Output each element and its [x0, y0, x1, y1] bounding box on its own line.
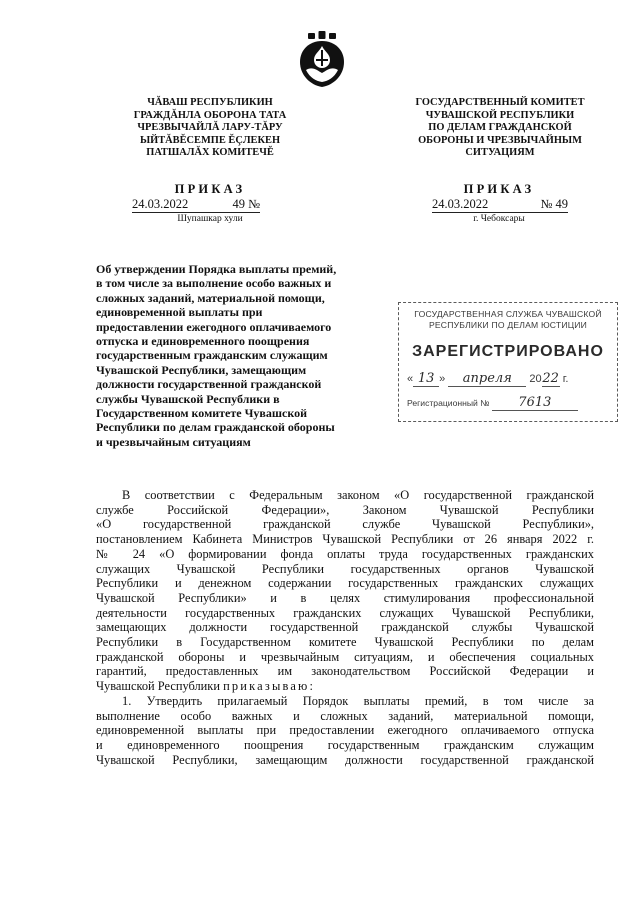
stamp-date-row: « 13 » апреля 2022 г.: [407, 371, 569, 386]
stamp-line: ГОСУДАРСТВЕННАЯ СЛУЖБА ЧУВАШСКОЙ: [414, 309, 602, 319]
order-date-left: 24.03.2022: [132, 197, 189, 211]
header-left-line: ЫЙТĂВĔСЕМПЕ ĔÇЛЕКЕН: [139, 134, 281, 146]
header-right-line: ПО ДЕЛАМ ГРАЖДАНСКОЙ: [428, 122, 572, 134]
title-line: [96, 435, 379, 449]
stamp-line: РЕСПУБЛИКИ ПО ДЕЛАМ ЮСТИЦИИ: [428, 320, 588, 331]
document-title: [96, 262, 379, 449]
header-left-line: ЧРЕЗВЫЧАЙЛĂ ЛАРУ-ТĂРУ: [137, 122, 283, 134]
header-right-line: ЧУВАШСКОЙ РЕСПУБЛИКИ: [425, 109, 575, 121]
body-text: [96, 488, 594, 767]
stamp-year-abbr: г.: [562, 373, 569, 385]
point1-line: единовременной выплаты при предоставлении ежегодного оплачиваемого отпуска: [96, 723, 594, 738]
title-text: и чрезвычайным ситуациям: [96, 434, 251, 449]
registration-stamp: [398, 302, 618, 422]
title-text: должности государственной гражданской: [96, 377, 322, 392]
title-line: [96, 291, 379, 305]
body-line: В соответствии с Федеральным законом «О государственной гражданской: [122, 488, 594, 502]
header-left-line: ПАТШАЛĂХ КОМИТЕЧĔ: [146, 147, 274, 159]
point1-line: и единовременного поощрения государственным гражданским служащим: [96, 737, 594, 752]
header-right-line: СИТУАЦИЯМ: [465, 147, 535, 159]
body-line: «О государственной гражданской службе Чувашской Республики»,: [96, 517, 594, 532]
header-left-line: ЧĂВАШ РЕСПУБЛИКИН: [147, 97, 273, 108]
body-line-last: [96, 679, 594, 694]
stamp-reg-row: [407, 395, 609, 411]
order-title-right: ПРИКАЗ: [463, 182, 535, 196]
order-number-line-right: [432, 197, 568, 213]
title-line: [96, 276, 379, 290]
title-line: [96, 348, 379, 362]
title-text: отпуска и единовременного поощрения: [96, 334, 310, 349]
title-line: [96, 420, 379, 434]
title-line: [96, 406, 379, 420]
body-last-start: Чувашской Республики: [96, 679, 220, 694]
body-line: замещающих должности государственной гражданской службы Чувашской: [96, 620, 594, 635]
title-line: [96, 262, 379, 276]
title-line: [96, 363, 379, 377]
stamp-registered: ЗАРЕГИСТРИРОВАНО: [412, 343, 604, 360]
body-line: гражданской обороны и чрезвычайным ситуациям, и обеспечения социальных: [96, 649, 594, 664]
title-text: Чувашской Республики, замещающим: [96, 362, 307, 377]
title-text: предоставлении ежегодного оплачиваемого: [96, 319, 332, 334]
title-line: [96, 334, 379, 348]
title-text: государственным гражданским служащим: [96, 348, 328, 363]
title-text: Республики по делам гражданской обороны: [96, 420, 335, 435]
body-order-word: приказываю:: [223, 679, 316, 694]
title-text: Государственном комитете Чувашской: [96, 406, 308, 421]
order-date-right: 24.03.2022: [432, 197, 489, 211]
stamp-reg-label: Регистрационный №: [407, 398, 490, 408]
header-right-line: ОБОРОНЫ И ЧРЕЗВЫЧАЙНЫМ: [418, 134, 582, 146]
title-text: в том числе за выполнение особо важных и: [96, 276, 332, 291]
body-line: гарантий, предоставленных им законодательством Российской Федерации и: [96, 664, 594, 679]
title-line: [96, 392, 379, 406]
order-place-right: г. Чебоксары: [473, 214, 525, 224]
header-left-line: ГРАЖДĂНЛА ОБОРОНА ТАТА: [133, 109, 287, 121]
body-line: служащих Чувашской Республики государственных органов Чувашской: [96, 561, 594, 576]
order-number-left: 49 №: [232, 197, 260, 211]
stamp-year-prefix: 20: [529, 373, 542, 385]
order-number-line-left: [132, 197, 260, 213]
order-number-right: № 49: [540, 197, 568, 211]
title-text: Об утверждении Порядка выплаты премий,: [96, 262, 337, 276]
header-left-chuvash: [105, 97, 315, 160]
chuvashia-emblem-icon: [297, 30, 347, 88]
header-right-line: ГОСУДАРСТВЕННЫЙ КОМИТЕТ: [415, 97, 585, 108]
stamp-day: 13: [413, 371, 439, 387]
stamp-year-suffix: 22: [542, 371, 559, 386]
title-line: [96, 377, 379, 391]
title-line: [96, 320, 379, 334]
body-line: службе Российской Федерации», Законом Чувашской Республики: [96, 502, 594, 517]
body-line: № 24 «О формировании фонда оплаты труда государственных гражданских: [96, 546, 594, 561]
title-line: [96, 305, 379, 319]
point1-line: выполнение особо важных и сложных заданий, материальной помощи,: [96, 708, 594, 723]
title-text: единовременной выплаты при: [96, 305, 263, 320]
title-text: сложных заданий, материальной помощи,: [96, 290, 325, 305]
header-right-russian: [385, 97, 615, 160]
order-place-left: Шупашкар хули: [177, 214, 243, 224]
order-title-left: ПРИКАЗ: [174, 182, 246, 196]
stamp-reg-number: 7613: [492, 395, 578, 411]
body-line: Республики в Государственном комитете Чувашской Республики по делам: [96, 635, 594, 650]
body-line: деятельности государственных гражданских служащих Чувашской Республики,: [96, 605, 594, 620]
point1-line: Чувашской Республики, замещающим должности государственной гражданской: [96, 752, 594, 767]
point1-line: 1. Утвердить прилагаемый Порядок выплаты премий, в том числе за: [122, 693, 594, 708]
body-line: Чувашской Республики» и в целях стимулирования профессиональной: [96, 590, 594, 605]
stamp-month: апреля: [448, 371, 526, 387]
stamp-authority: [399, 309, 617, 332]
body-line: постановлением Кабинета Министров Чувашской Республики от 26 января 2022 г.: [96, 532, 594, 547]
body-line: Республики и денежном содержании государственных гражданских служащих: [96, 576, 594, 591]
title-text: службы Чувашской Республики в: [96, 391, 280, 406]
